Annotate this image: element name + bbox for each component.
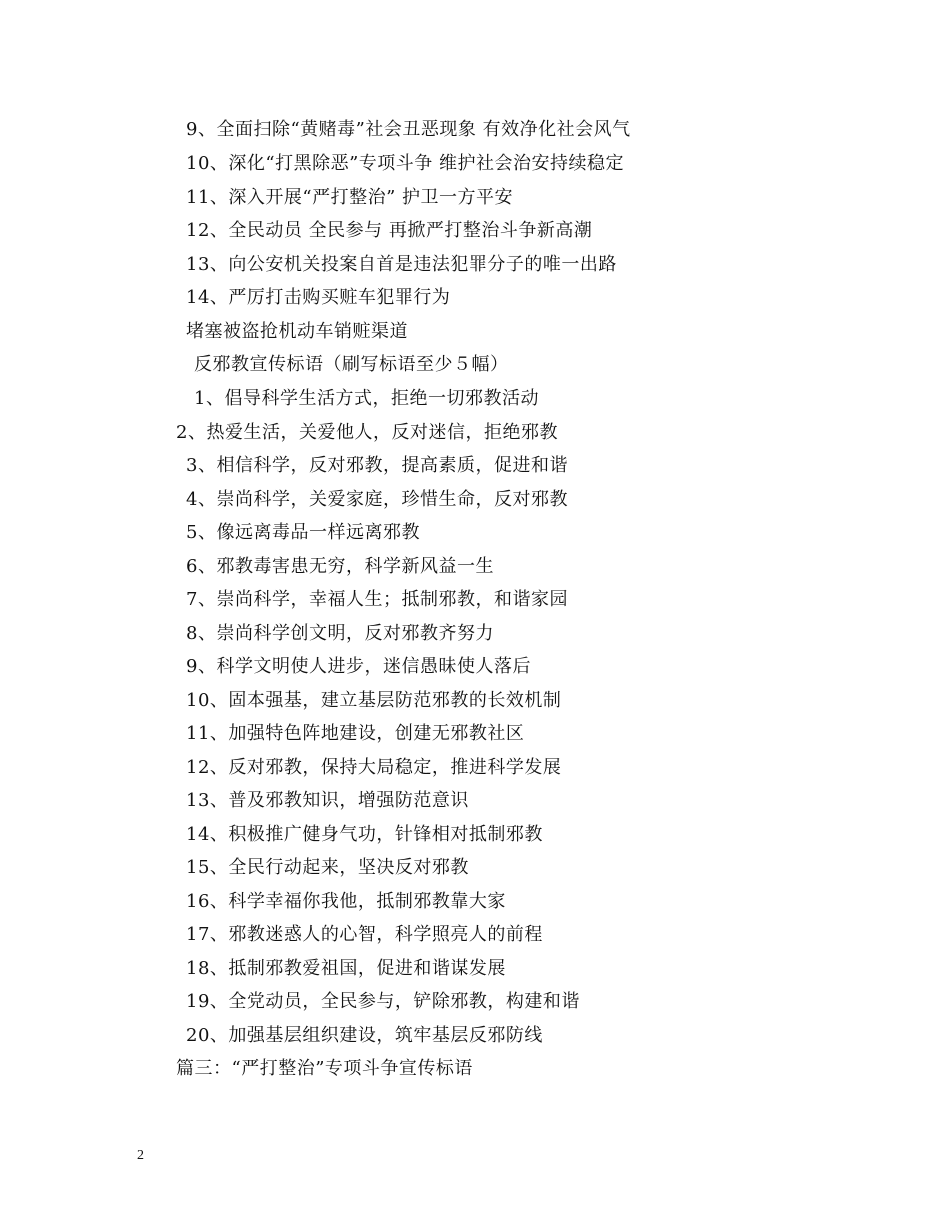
text-line: 15、全民行动起来，坚决反对邪教 (186, 857, 469, 878)
text-line: 20、加强基层组织建设，筑牢基层反邪防线 (186, 1025, 543, 1046)
text-line: 9、科学文明使人进步，迷信愚昧使人落后 (186, 656, 531, 677)
text-line: 19、全党动员，全民参与，铲除邪教，构建和谐 (186, 991, 580, 1012)
text-line: 13、普及邪教知识，增强防范意识 (186, 790, 469, 811)
text-line: 14、严厉打击购买赃车犯罪行为 (186, 287, 451, 308)
text-line: 3、相信科学，反对邪教，提高素质，促进和谐 (186, 455, 568, 476)
text-line: 11、加强特色阵地建设，创建无邪教社区 (186, 723, 525, 744)
text-line: 6、邪教毒害患无穷，科学新风益一生 (186, 556, 494, 577)
text-line: 2、热爱生活，关爱他人，反对迷信，拒绝邪教 (176, 422, 558, 443)
section-heading: 篇三：“严打整治”专项斗争宣传标语 (176, 1058, 473, 1079)
page-number: 2 (137, 1148, 144, 1163)
text-line: 5、像远离毒品一样远离邪教 (186, 522, 420, 543)
text-line: 9、全面扫除“黄赌毒”社会丑恶现象 有效净化社会风气 (186, 119, 631, 140)
text-line: 1、倡导科学生活方式，拒绝一切邪教活动 (194, 388, 539, 409)
text-line: 10、固本强基，建立基层防范邪教的长效机制 (186, 690, 562, 711)
section-heading: 反邪教宣传标语（刷写标语至少５幅） (194, 354, 509, 375)
text-line: 10、深化“打黑除恶”专项斗争 维护社会治安持续稳定 (186, 153, 625, 174)
text-line: 4、崇尚科学，关爱家庭，珍惜生命，反对邪教 (186, 489, 568, 510)
text-line: 堵塞被盗抢机动车销赃渠道 (186, 321, 408, 342)
text-line: 17、邪教迷惑人的心智，科学照亮人的前程 (186, 924, 543, 945)
text-line: 16、科学幸福你我他，抵制邪教靠大家 (186, 891, 506, 912)
text-line: 7、崇尚科学，幸福人生；抵制邪教，和谐家园 (186, 589, 568, 610)
text-line: 12、反对邪教，保持大局稳定，推进科学发展 (186, 757, 562, 778)
text-line: 14、积极推广健身气功，针锋相对抵制邪教 (186, 824, 543, 845)
text-line: 11、深入开展“严打整治” 护卫一方平安 (186, 187, 514, 208)
text-line: 13、向公安机关投案自首是违法犯罪分子的唯一出路 (186, 254, 617, 275)
text-line: 8、崇尚科学创文明，反对邪教齐努力 (186, 623, 494, 644)
text-line: 18、抵制邪教爱祖国，促进和谐谋发展 (186, 958, 506, 979)
text-line: 12、全民动员 全民参与 再掀严打整治斗争新高潮 (186, 220, 593, 241)
